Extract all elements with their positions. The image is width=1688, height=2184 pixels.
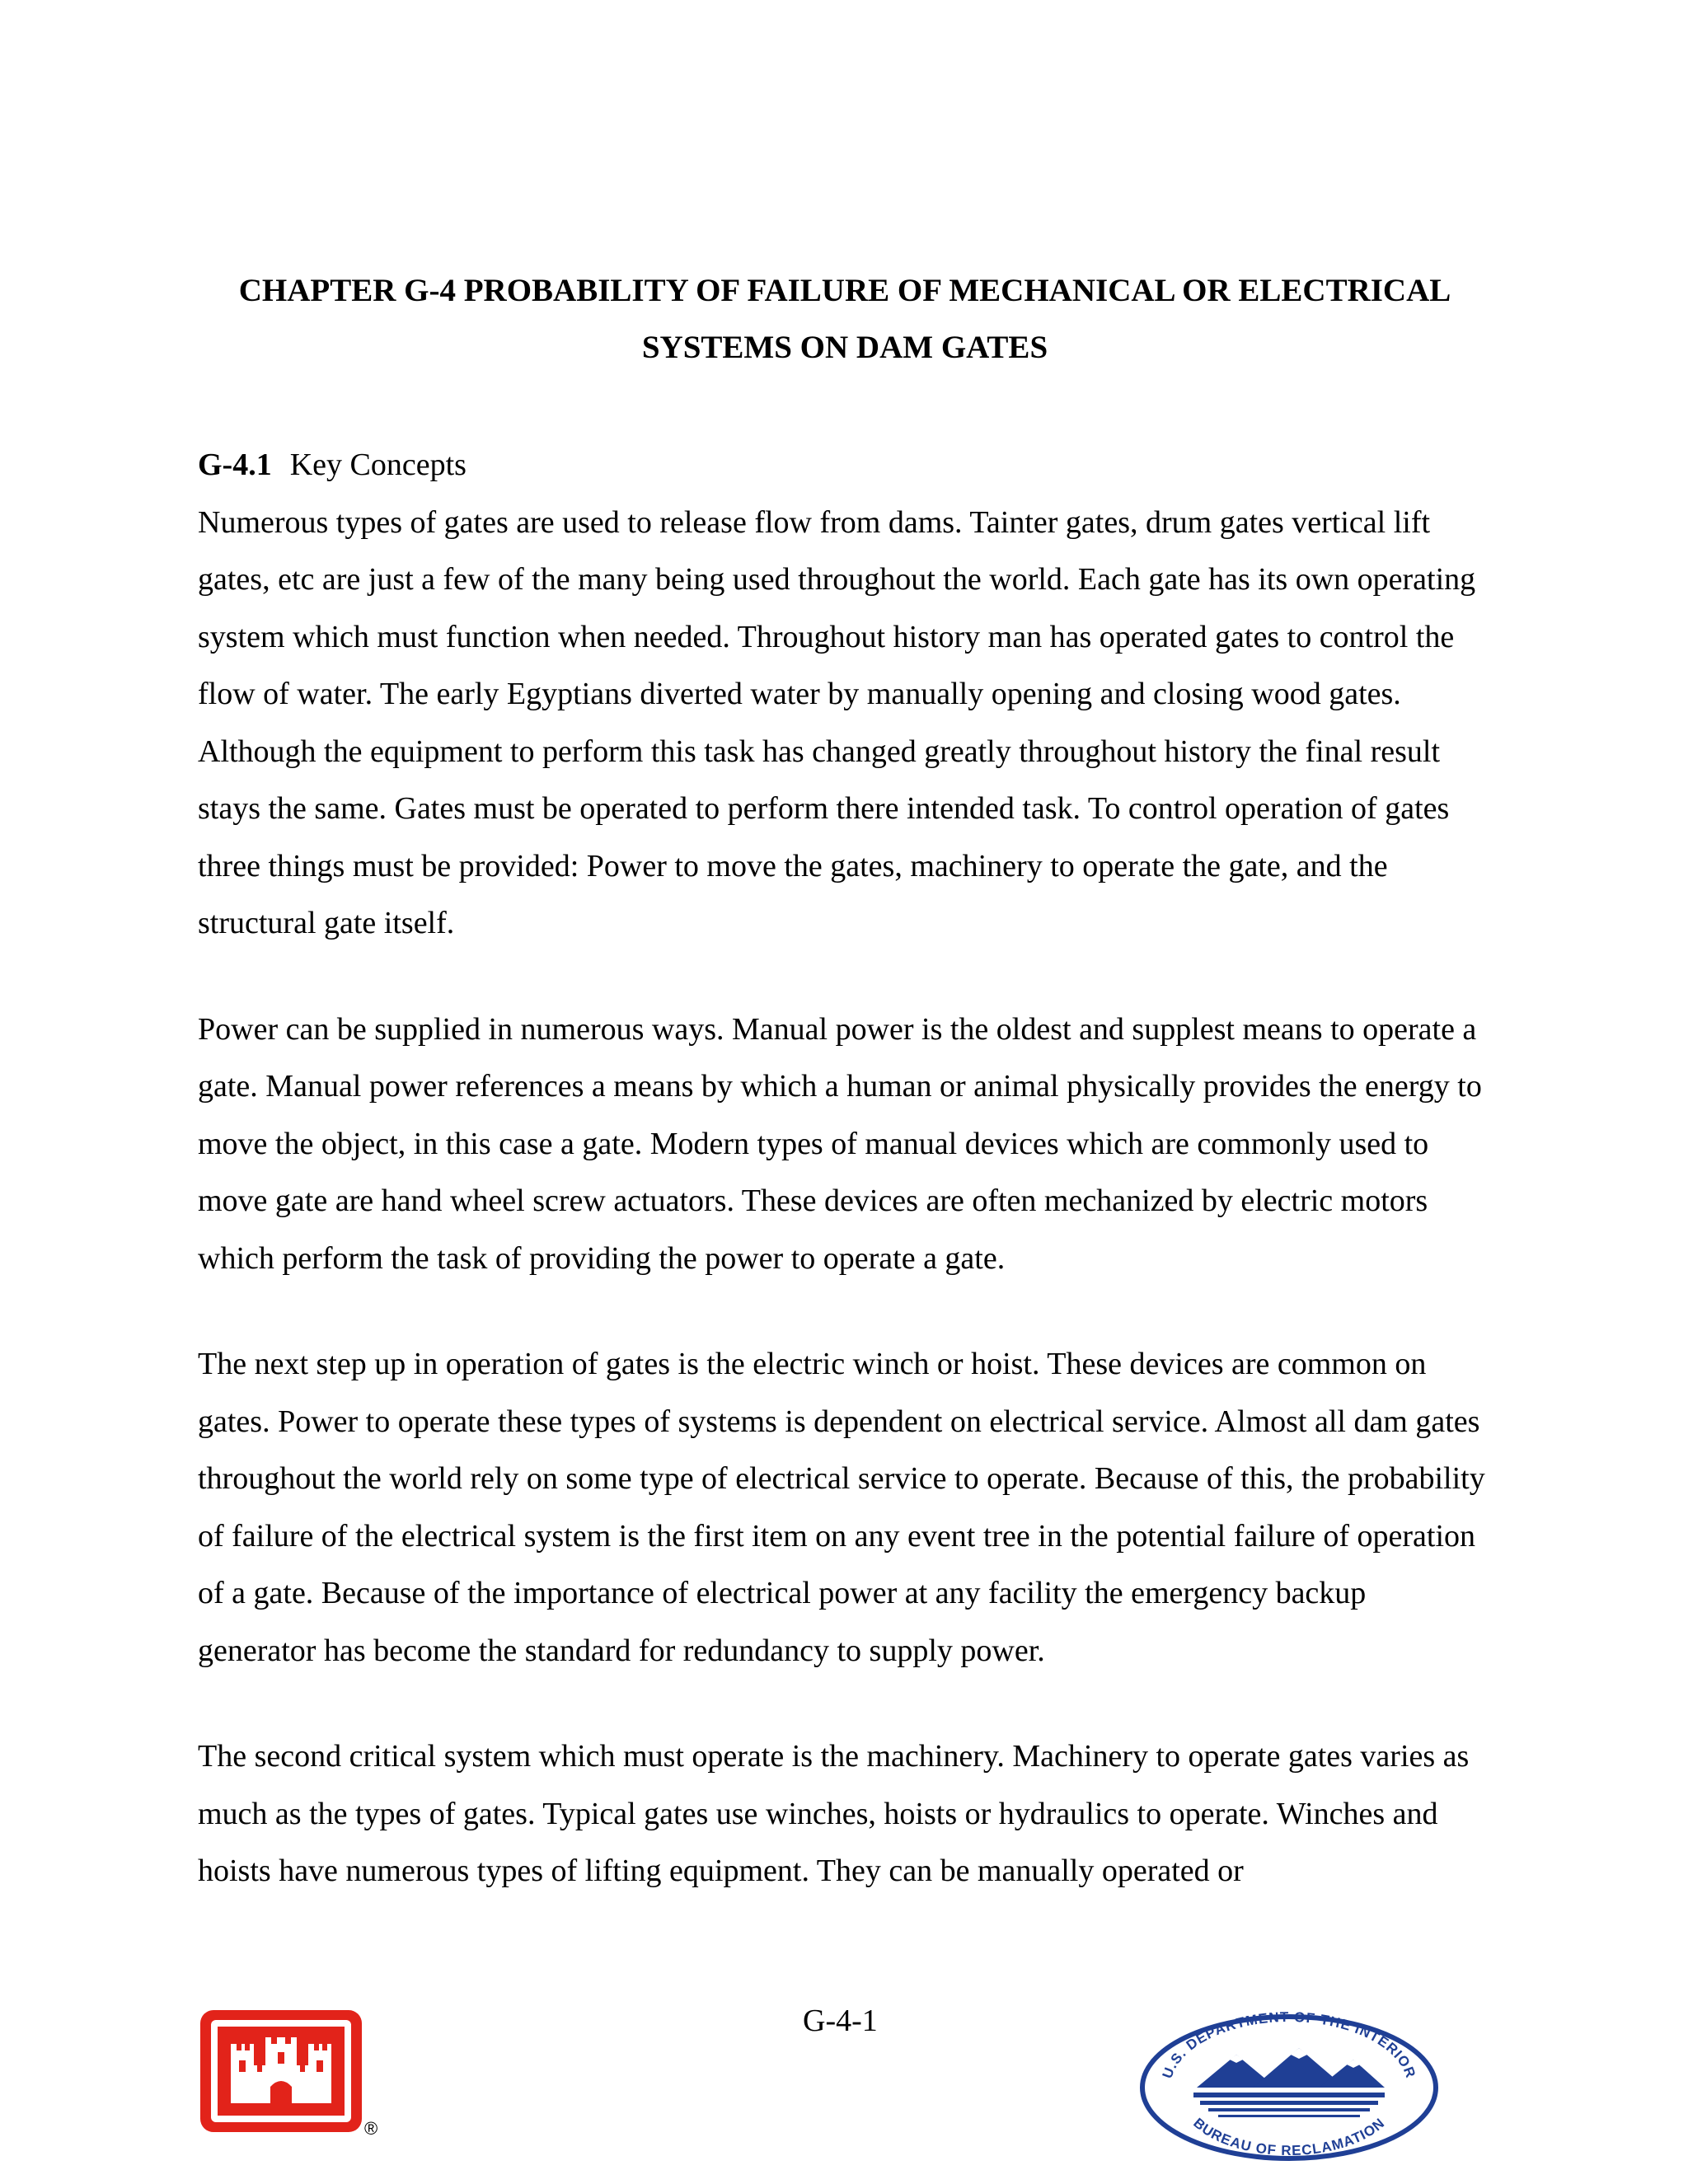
paragraph-1: Numerous types of gates are used to release flow from dams. Tainter gates, drum gates vertical lift gates, etc are just a few of the many being used throughout the world. Each gate has its own operating system which must function when needed. Throughout history man has operated gates to control the flow of water. The early Egyptians diverted water by manually opening and closing wood gates. Although the equipment to perform this task has changed greatly throughout history the final result stays the same. Gates must be operated to perform there intended task. To control operation of gates three things must be provided: Power to move the gates, machinery to operate the gate, and the structural gate itself. — [198, 504, 1476, 940]
body-text — [198, 437, 1492, 1949]
usace-castle-logo — [198, 2008, 364, 2135]
section-number: G-4.1 — [198, 448, 272, 482]
seal-bottom-text: BUREAU OF RECLAMATION — [1190, 2115, 1388, 2159]
seal-top-text: U.S. DEPARTMENT OF THE INTERIOR — [1159, 2008, 1419, 2081]
page-number: G-4-1 — [803, 2004, 878, 2038]
chapter-title-line-1: CHAPTER G-4 PROBABILITY OF FAILURE OF MECHANICAL OR ELECTRICAL — [238, 273, 1451, 308]
section-title: Key Concepts — [289, 448, 467, 482]
paragraph-3: The next step up in operation of gates is the electric winch or hoist. These devices are common on gates. Power to operate these types of systems is dependent on electrical service. Almost all dam gates throughout the world rely on some type of electrical service to operate. Because of this, the probability of failure of the electrical system is the first item on any event tree in the potential failure of operation of a gate. Because of the importance of electrical power at any facility the emergency backup generator has become the standard for redundancy to supply power. — [198, 1347, 1485, 1668]
section-heading — [198, 437, 1492, 494]
bureau-of-reclamation-seal — [1137, 2005, 1441, 2162]
paragraph-2: Power can be supplied in numerous ways. Manual power is the oldest and supplest means to operate a gate. Manual power references a means by which a human or animal physically provides the energy to move the object, in this case a gate. Modern types of manual devices which are commonly used to move gate are hand wheel screw actuators. These devices are often mechanized by electric motors which perform the task of providing the power to operate a gate. — [198, 1011, 1482, 1276]
paragraph-4: The second critical system which must operate is the machinery. Machinery to operate gates varies as much as the types of gates. Typical gates use winches, hoists or hydraulics to operate. Winches and hoists have numerous types of lifting equipment. They can be manually operated or — [198, 1739, 1470, 1888]
chapter-title-line-2: SYSTEMS ON DAM GATES — [641, 330, 1048, 365]
registered-mark: ® — [364, 2118, 378, 2139]
chapter-title — [198, 262, 1492, 376]
